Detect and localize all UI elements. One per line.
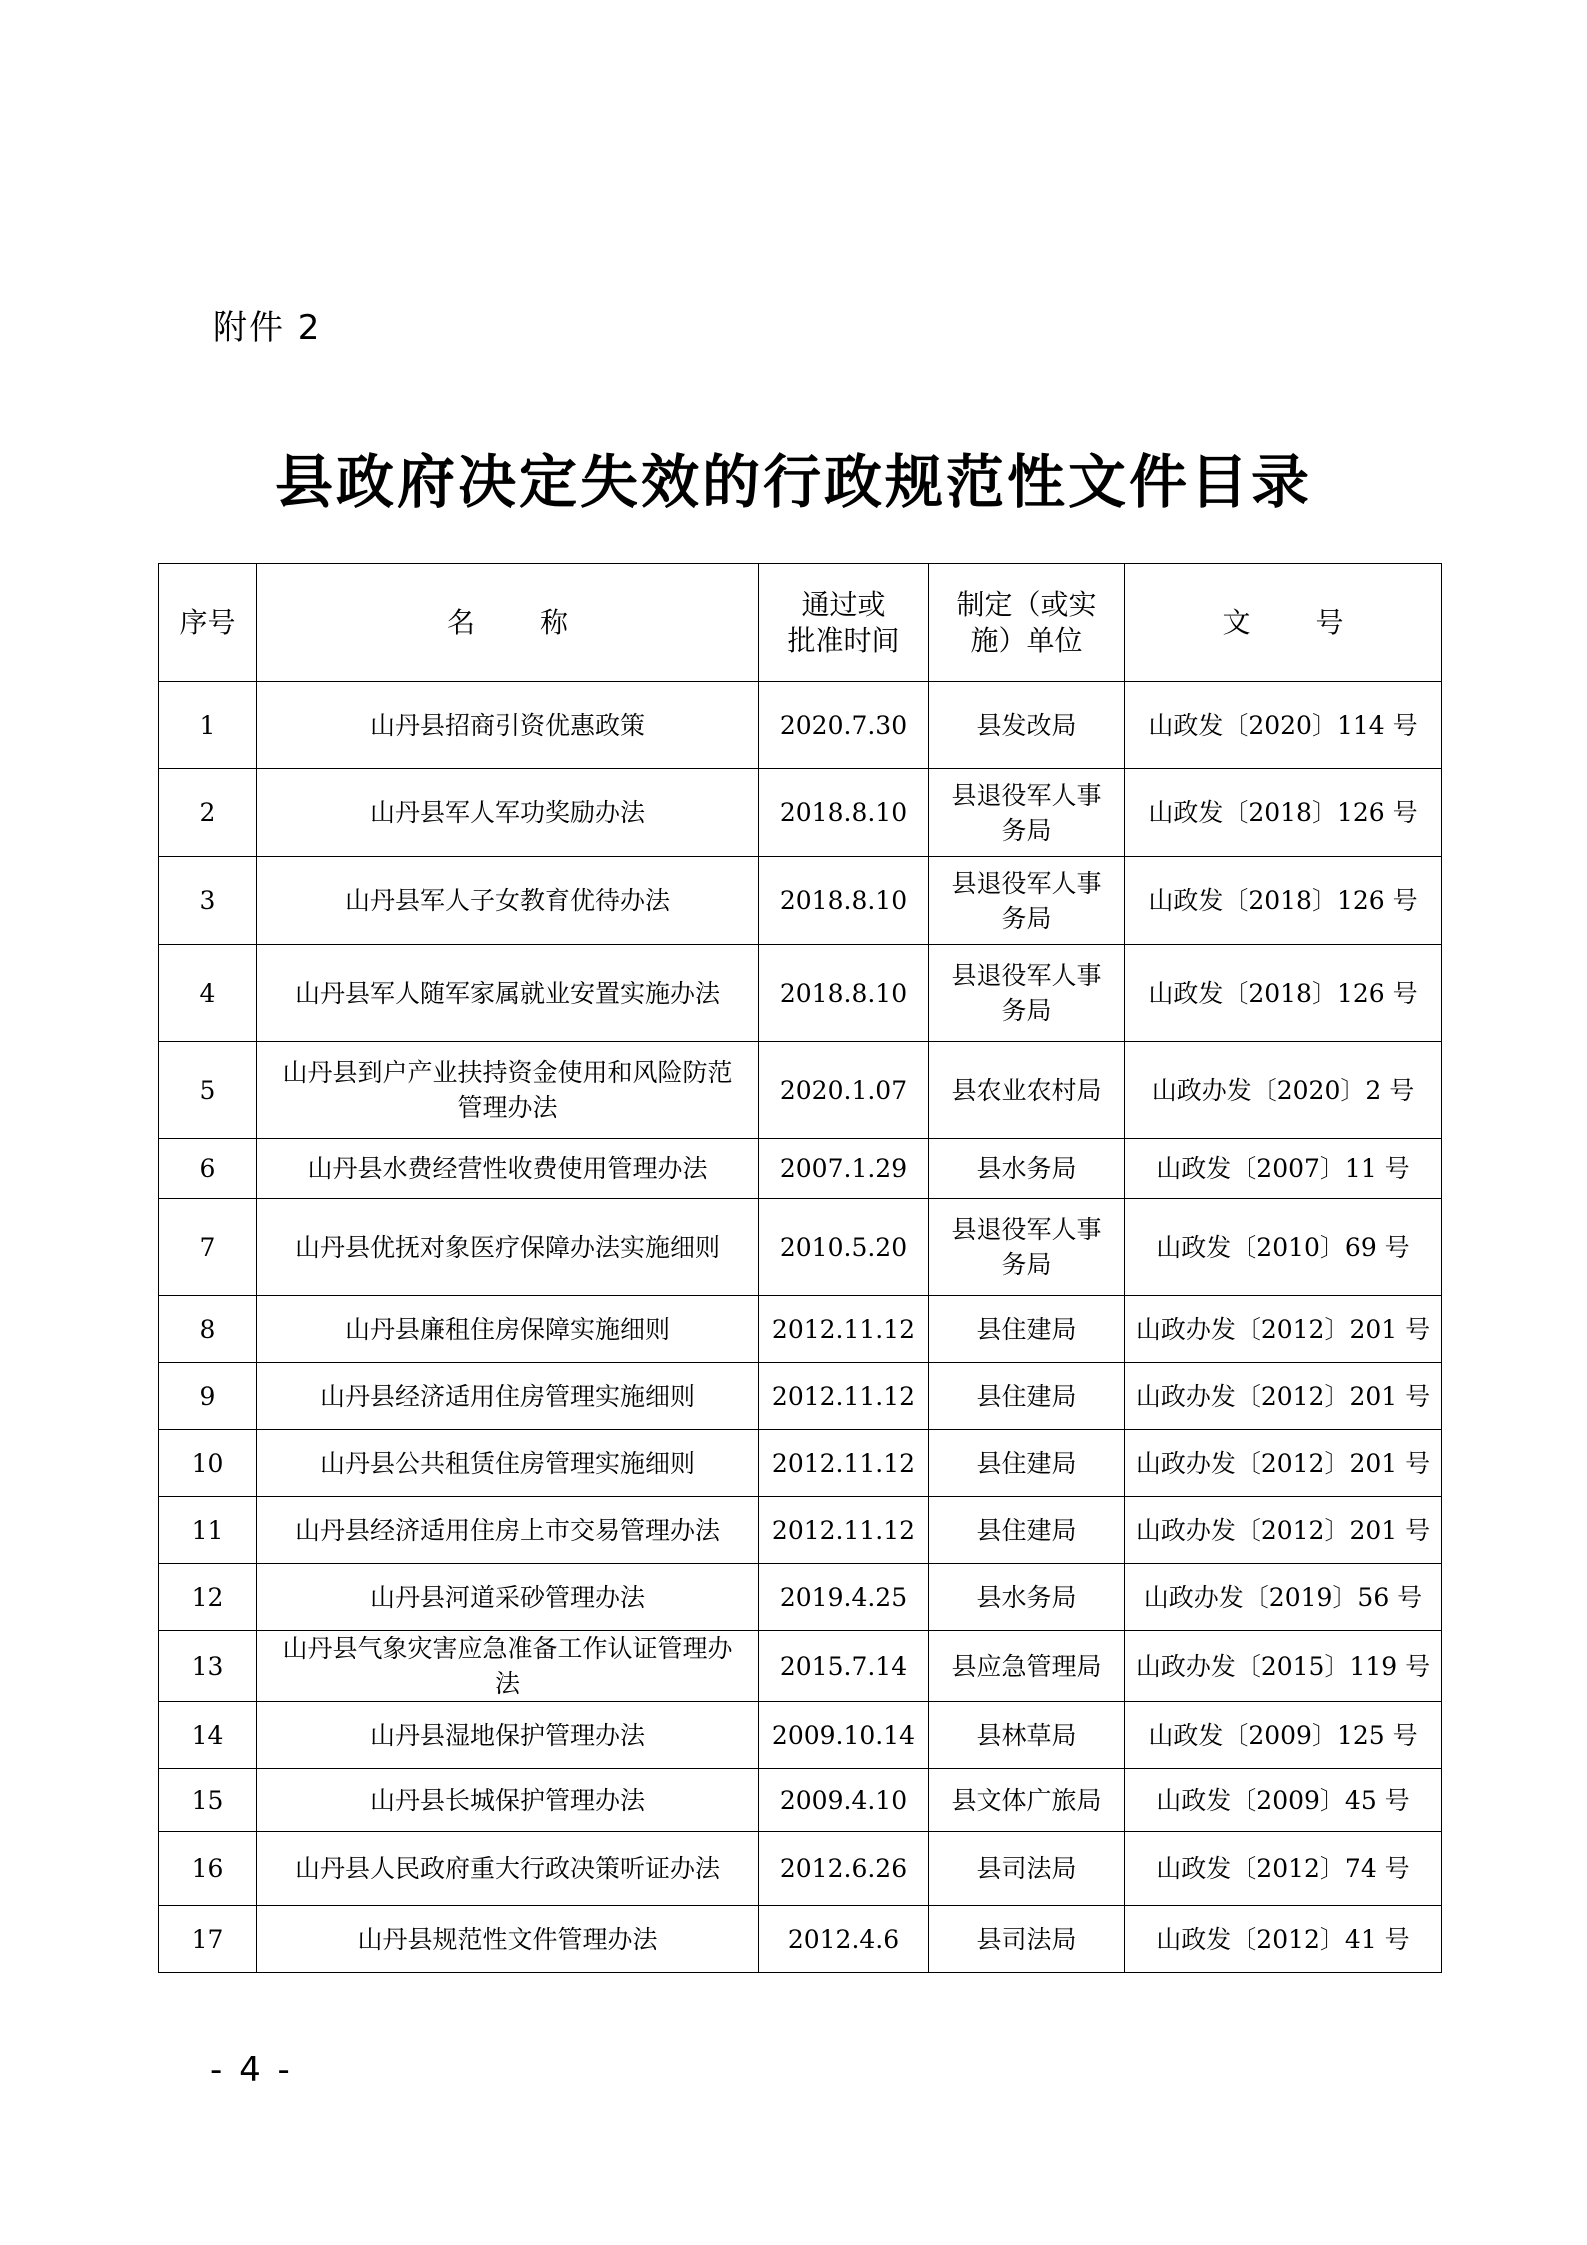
cell-date: 2012.11.12 [759,1363,929,1430]
cell-name: 山丹县气象灾害应急准备工作认证管理办法 [257,1631,759,1702]
cell-date: 2012.11.12 [759,1497,929,1564]
cell-index: 11 [159,1497,257,1564]
header-unit-line2: 施）单位 [970,623,1083,657]
header-docnum [1125,564,1442,682]
cell-docnum: 山政发〔2020〕114 号 [1125,682,1442,769]
table-row [159,1497,1442,1564]
cell-docnum: 山政办发〔2020〕2 号 [1125,1042,1442,1139]
cell-name: 山丹县廉租住房保障实施细则 [257,1296,759,1363]
table-row [159,1631,1442,1702]
cell-unit: 县文体广旅局 [929,1769,1125,1832]
cell-date: 2020.7.30 [759,682,929,769]
cell-name: 山丹县优抚对象医疗保障办法实施细则 [257,1199,759,1296]
cell-docnum: 山政发〔2010〕69 号 [1125,1199,1442,1296]
cell-docnum: 山政办发〔2012〕201 号 [1125,1430,1442,1497]
cell-unit: 县林草局 [929,1702,1125,1769]
cell-docnum: 山政办发〔2012〕201 号 [1125,1296,1442,1363]
cell-docnum: 山政办发〔2012〕201 号 [1125,1363,1442,1430]
cell-docnum: 山政发〔2012〕74 号 [1125,1832,1442,1906]
header-name [257,564,759,682]
cell-docnum: 山政发〔2018〕126 号 [1125,769,1442,857]
cell-docnum: 山政发〔2007〕11 号 [1125,1139,1442,1199]
cell-unit: 县司法局 [929,1832,1125,1906]
cell-date: 2012.4.6 [759,1906,929,1973]
cell-docnum: 山政发〔2009〕45 号 [1125,1769,1442,1832]
cell-name: 山丹县招商引资优惠政策 [257,682,759,769]
cell-index: 2 [159,769,257,857]
cell-index: 9 [159,1363,257,1430]
cell-date: 2012.6.26 [759,1832,929,1906]
cell-index: 13 [159,1631,257,1702]
table-row [159,1564,1442,1631]
cell-unit: 县住建局 [929,1363,1125,1430]
header-date-line1: 通过或 [801,587,886,621]
header-docnum-text: 文 号 [1222,605,1372,639]
cell-index: 6 [159,1139,257,1199]
cell-unit: 县水务局 [929,1564,1125,1631]
cell-index: 5 [159,1042,257,1139]
table-row [159,1139,1442,1199]
cell-name: 山丹县到户产业扶持资金使用和风险防范管理办法 [257,1042,759,1139]
cell-index: 15 [159,1769,257,1832]
header-date [759,564,929,682]
table-row [159,1363,1442,1430]
cell-unit: 县退役军人事务局 [929,857,1125,945]
cell-name: 山丹县水费经营性收费使用管理办法 [257,1139,759,1199]
table-row [159,1769,1442,1832]
table-row [159,1042,1442,1139]
cell-index: 7 [159,1199,257,1296]
page-number: - 4 - [210,2050,293,2090]
header-name-text: 名 称 [447,605,596,639]
cell-index: 1 [159,682,257,769]
table-row [159,1296,1442,1363]
table-row [159,1832,1442,1906]
cell-unit: 县住建局 [929,1430,1125,1497]
cell-name: 山丹县军人军功奖励办法 [257,769,759,857]
cell-date: 2009.4.10 [759,1769,929,1832]
cell-unit: 县司法局 [929,1906,1125,1973]
cell-date: 2007.1.29 [759,1139,929,1199]
cell-date: 2019.4.25 [759,1564,929,1631]
cell-date: 2015.7.14 [759,1631,929,1702]
table-row [159,1199,1442,1296]
cell-unit: 县退役军人事务局 [929,769,1125,857]
cell-name: 山丹县经济适用住房上市交易管理办法 [257,1497,759,1564]
cell-unit: 县水务局 [929,1139,1125,1199]
cell-unit: 县住建局 [929,1497,1125,1564]
cell-unit: 县退役军人事务局 [929,1199,1125,1296]
cell-index: 14 [159,1702,257,1769]
cell-name: 山丹县长城保护管理办法 [257,1769,759,1832]
cell-name: 山丹县公共租赁住房管理实施细则 [257,1430,759,1497]
cell-index: 4 [159,945,257,1042]
header-unit-line1: 制定（或实 [956,587,1097,621]
cell-date: 2018.8.10 [759,769,929,857]
cell-docnum: 山政发〔2018〕126 号 [1125,857,1442,945]
document-catalog-table [158,563,1442,1973]
cell-index: 16 [159,1832,257,1906]
cell-docnum: 山政办发〔2015〕119 号 [1125,1631,1442,1702]
header-date-line2: 批准时间 [787,623,900,657]
table-row [159,945,1442,1042]
cell-name: 山丹县人民政府重大行政决策听证办法 [257,1832,759,1906]
cell-name: 山丹县军人随军家属就业安置实施办法 [257,945,759,1042]
cell-unit: 县应急管理局 [929,1631,1125,1702]
header-index: 序号 [159,564,257,682]
cell-unit: 县发改局 [929,682,1125,769]
cell-docnum: 山政办发〔2019〕56 号 [1125,1564,1442,1631]
table-body [159,682,1442,1973]
cell-name: 山丹县湿地保护管理办法 [257,1702,759,1769]
table-row [159,1430,1442,1497]
cell-index: 10 [159,1430,257,1497]
cell-index: 17 [159,1906,257,1973]
cell-index: 8 [159,1296,257,1363]
cell-date: 2009.10.14 [759,1702,929,1769]
table-row [159,857,1442,945]
table-row [159,682,1442,769]
cell-name: 山丹县经济适用住房管理实施细则 [257,1363,759,1430]
table-row [159,1702,1442,1769]
cell-index: 12 [159,1564,257,1631]
cell-index: 3 [159,857,257,945]
cell-name: 山丹县军人子女教育优待办法 [257,857,759,945]
cell-date: 2020.1.07 [759,1042,929,1139]
document-title: 县政府决定失效的行政规范性文件目录 [274,448,1312,516]
attachment-label: 附件 2 [213,308,322,348]
cell-name: 山丹县河道采砂管理办法 [257,1564,759,1631]
cell-date: 2010.5.20 [759,1199,929,1296]
cell-unit: 县农业农村局 [929,1042,1125,1139]
table-row [159,769,1442,857]
cell-docnum: 山政发〔2012〕41 号 [1125,1906,1442,1973]
cell-unit: 县住建局 [929,1296,1125,1363]
cell-docnum: 山政发〔2009〕125 号 [1125,1702,1442,1769]
cell-docnum: 山政办发〔2012〕201 号 [1125,1497,1442,1564]
table-row [159,1906,1442,1973]
cell-unit: 县退役军人事务局 [929,945,1125,1042]
table-header-row [159,564,1442,682]
cell-name: 山丹县规范性文件管理办法 [257,1906,759,1973]
cell-date: 2018.8.10 [759,857,929,945]
cell-date: 2018.8.10 [759,945,929,1042]
cell-date: 2012.11.12 [759,1430,929,1497]
cell-date: 2012.11.12 [759,1296,929,1363]
cell-docnum: 山政发〔2018〕126 号 [1125,945,1442,1042]
header-unit [929,564,1125,682]
